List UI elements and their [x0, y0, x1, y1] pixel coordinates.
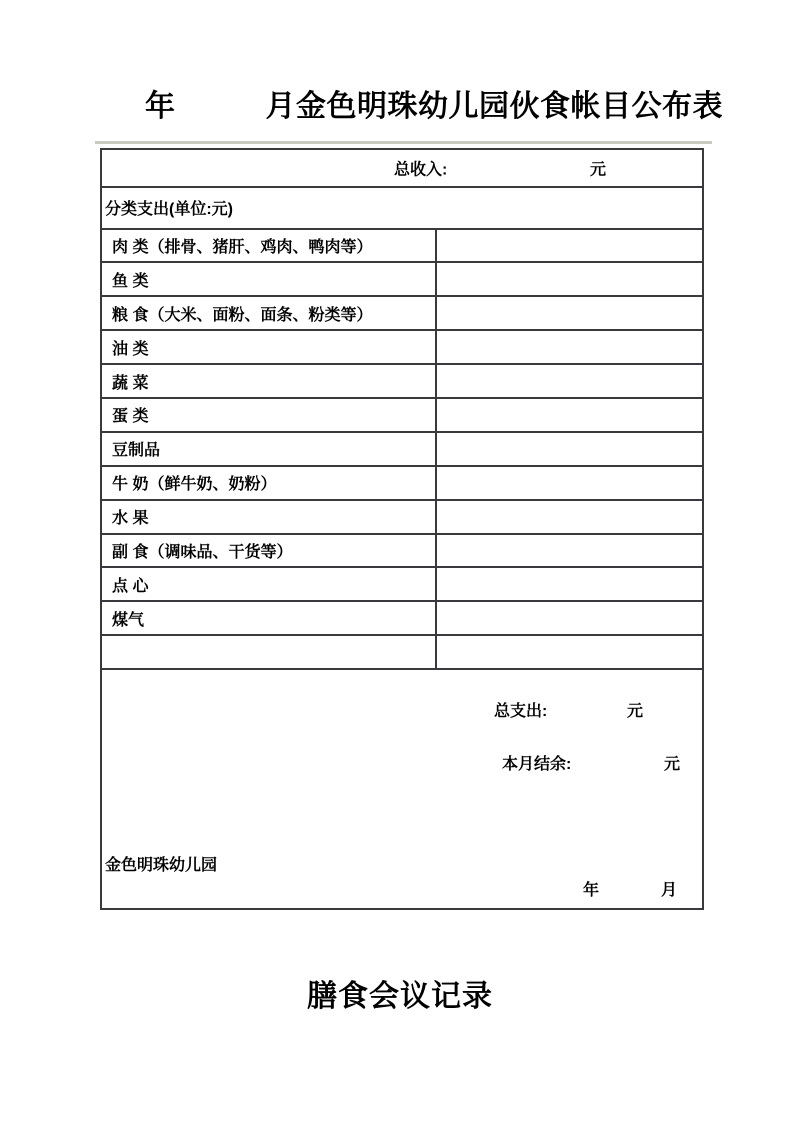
food-account-table: [100, 148, 704, 910]
category-value-cell: [436, 330, 703, 364]
monthly-balance-unit: 元: [664, 756, 681, 774]
category-label: 蔬 菜: [101, 364, 436, 398]
category-label: 牛 奶（鲜牛奶、奶粉）: [101, 466, 436, 500]
category-label: 水 果: [101, 500, 436, 534]
category-value-cell: [436, 262, 703, 296]
category-value-cell: [436, 364, 703, 398]
summary-row: [101, 669, 703, 909]
category-row-soy: [101, 432, 703, 466]
page-title: [145, 81, 723, 125]
category-label: 煤气: [101, 601, 436, 635]
category-value-cell: [436, 635, 703, 669]
total-income-unit: 元: [590, 161, 607, 179]
category-row-fish: [101, 262, 703, 296]
category-row-milk: [101, 466, 703, 500]
category-label: 蛋 类: [101, 398, 436, 432]
signature-year-label: 年: [583, 882, 600, 900]
category-row-nonstaple: [101, 534, 703, 568]
category-value-cell: [436, 601, 703, 635]
monthly-balance-label: 本月结余:: [502, 756, 572, 774]
total-expense-unit: 元: [627, 703, 644, 721]
section-header-row: [101, 187, 703, 229]
category-row-gas: [101, 601, 703, 635]
category-label: [101, 635, 436, 669]
category-label: 豆制品: [101, 432, 436, 466]
category-value-cell: [436, 567, 703, 601]
category-row-meat: [101, 229, 703, 263]
category-value-cell: [436, 296, 703, 330]
meal-meeting-minutes-heading: 膳食会议记录: [307, 980, 493, 1013]
category-label: 肉 类（排骨、猪肝、鸡肉、鸭肉等）: [101, 229, 436, 263]
title-underline: [95, 141, 712, 144]
category-label: 点 心: [101, 567, 436, 601]
category-label: 副 食（调味品、干货等）: [101, 534, 436, 568]
category-label: 油 类: [101, 330, 436, 364]
category-value-cell: [436, 534, 703, 568]
category-row-snack: [101, 567, 703, 601]
kindergarten-name: 金色明珠幼儿园: [105, 857, 218, 875]
total-expense-label: 总支出:: [494, 703, 548, 721]
category-value-cell: [436, 500, 703, 534]
category-row-blank: [101, 635, 703, 669]
category-value-cell: [436, 229, 703, 263]
category-value-cell: [436, 398, 703, 432]
category-row-grain: [101, 296, 703, 330]
category-label: 粮 食（大米、面粉、面条、粉类等）: [101, 296, 436, 330]
total-income-label: 总收入:: [394, 161, 448, 179]
category-row-egg: [101, 398, 703, 432]
title-main-text: 月金色明珠幼儿园伙食帐目公布表: [265, 90, 723, 123]
category-label: 鱼 类: [101, 262, 436, 296]
title-year-label: 年: [145, 90, 176, 123]
signature-month-label: 月: [661, 882, 678, 900]
category-row-vegetable: [101, 364, 703, 398]
category-value-cell: [436, 466, 703, 500]
section-header-label: 分类支出(单位:元): [101, 187, 703, 229]
category-value-cell: [436, 432, 703, 466]
total-income-row: [101, 149, 703, 187]
category-row-oil: [101, 330, 703, 364]
category-row-fruit: [101, 500, 703, 534]
